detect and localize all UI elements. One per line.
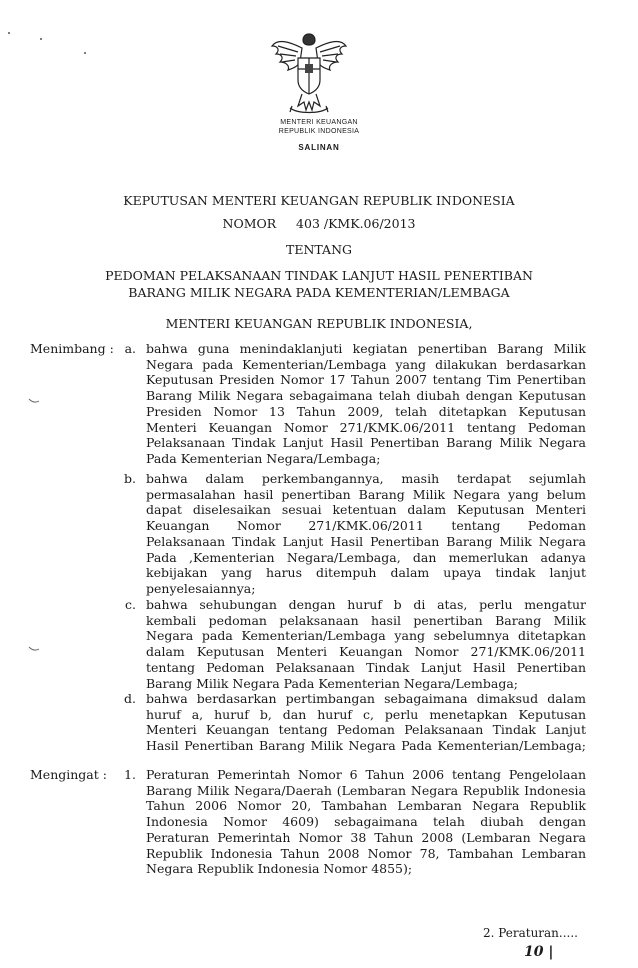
text-line: bahwa sehubungan dengan huruf b di atas, perlu mengatur: [146, 597, 586, 612]
menimbang-label: Menimbang :: [30, 341, 114, 356]
margin-mark-icon: [28, 646, 40, 652]
text-line: Negara pada Kementerian/Lembaga yang sebelumnya ditetapkan: [146, 628, 586, 644]
text-line: Peraturan Pemerintah Nomor 38 Tahun 2008 (Lembaran Negara: [146, 829, 586, 845]
text-line: Pelaksanaan Tindak Lanjut Hasil Penertiban Barang Milik Negara: [146, 435, 586, 451]
text-line: kebijakan yang harus ditempuh dalam upaya tindak lanjut: [146, 565, 586, 581]
ministry-line-1: MENTERI KEUANGAN: [280, 119, 358, 126]
text-line: Menteri Keuangan Nomor 271/KMK.06/2011 tentang Pedoman: [146, 419, 586, 435]
item-marker-a: a.: [124, 341, 136, 356]
item-marker-b: b.: [124, 471, 136, 486]
tentang-heading: TENTANG: [285, 242, 352, 257]
authority-line: MENTERI KEUANGAN REPUBLIK INDONESIA,: [165, 316, 473, 331]
text-line: Keuangan Nomor 271/KMK.06/2011 tentang Pedoman: [146, 518, 586, 534]
text-line: bahwa berdasarkan pertimbangan sebagaimana dimaksud dalam: [146, 691, 586, 706]
item-marker-d: d.: [124, 691, 136, 706]
subject-line-1: PEDOMAN PELAKSANAAN TINDAK LANJUT HASIL PENERTIBAN: [105, 268, 533, 283]
document-number: [0, 216, 638, 232]
text-line: Tahun 2006 Nomor 20, Tambahan Lembaran Negara Republik: [146, 798, 586, 814]
subject-line-2: BARANG MILIK NEGARA PADA KEMENTERIAN/LEMBAGA: [128, 285, 510, 300]
scan-speck: [40, 38, 42, 40]
text-line: tentang Pedoman Pelaksanaan Tindak Lanjut Hasil Penertiban: [146, 659, 586, 675]
nomor-value: 403 /KMK.06/2013: [296, 216, 416, 231]
text-line: Pada ,Kementerian Negara/Lembaga, dan memerlukan adanya: [146, 549, 586, 565]
text-line: Republik Indonesia Tahun 2008 Nomor 78, Tambahan Lembaran: [146, 845, 586, 861]
text-line: bahwa guna menindaklanjuti kegiatan penertiban Barang Milik: [146, 341, 586, 356]
text-line: Keputusan Presiden Nomor 17 Tahun 2007 tentang Tim Penertiban: [146, 372, 586, 388]
text-line: Menteri Keuangan tentang Pedoman Pelaksanaan Tindak Lanjut: [146, 722, 586, 738]
document-title: KEPUTUSAN MENTERI KEUANGAN REPUBLIK INDONESIA: [123, 193, 515, 208]
text-line: Barang Milik Negara/Daerah (Lembaran Negara Republik Indonesia: [146, 782, 586, 798]
text-line: dapat diselesaikan sesuai ketentuan dalam Keputusan Menteri: [146, 502, 586, 518]
text-line: huruf a, huruf b, dan huruf c, perlu menetapkan Keputusan: [146, 706, 586, 722]
text-line: kembali pedoman pelaksanaan hasil penertiban Barang Milik: [146, 612, 586, 628]
text-line: Indonesia Nomor 4609) sebagaimana telah diubah dengan: [146, 814, 586, 830]
text-line: bahwa dalam perkembangannya, masih terdapat sejumlah: [146, 471, 586, 486]
text-line: Hasil Penertiban Barang Milik Negara Pada Kementerian/Lembaga;: [146, 738, 586, 754]
garuda-emblem-icon: [268, 28, 350, 118]
scan-speck: [84, 52, 86, 54]
text-line: penyelesaiannya;: [146, 580, 256, 596]
text-line: Presiden Nomor 13 Tahun 2009, telah ditetapkan Keputusan: [146, 403, 586, 419]
scan-speck: [8, 32, 10, 34]
item-marker-c: c.: [125, 597, 136, 612]
text-line: Peraturan Pemerintah Nomor 6 Tahun 2006 tentang Pengelolaan: [146, 767, 586, 782]
text-line: Pada Kementerian Negara/Lembaga;: [146, 450, 381, 466]
text-line: Barang Milik Negara Pada Kementerian Negara/Lembaga;: [146, 675, 519, 691]
text-line: permasalahan hasil penertiban Barang Milik Negara yang belum: [146, 486, 586, 502]
text-line: Negara Republik Indonesia Nomor 4855);: [146, 861, 413, 877]
ministry-line-2: REPUBLIK INDONESIA: [278, 128, 360, 135]
salinan-stamp: SALINAN: [298, 143, 340, 152]
margin-mark-icon: [28, 398, 40, 404]
text-line: Barang Milik Negara sebagaimana telah diubah dengan Keputusan: [146, 388, 586, 404]
nomor-label: NOMOR: [222, 216, 277, 231]
text-line: Pelaksanaan Tindak Lanjut Hasil Penertiban Barang Milik Negara: [146, 533, 586, 549]
handwritten-page-number: 10 |: [524, 944, 554, 960]
text-line: Negara pada Kementerian/Lembaga yang dilakukan berdasarkan: [146, 356, 586, 372]
text-line: dalam Keputusan Menteri Keuangan Nomor 271/KMK.06/2011: [146, 644, 586, 660]
item-marker-1: 1.: [124, 767, 136, 782]
mengingat-label: Mengingat :: [30, 767, 107, 782]
continuation-note: 2. Peraturan.....: [482, 926, 578, 940]
